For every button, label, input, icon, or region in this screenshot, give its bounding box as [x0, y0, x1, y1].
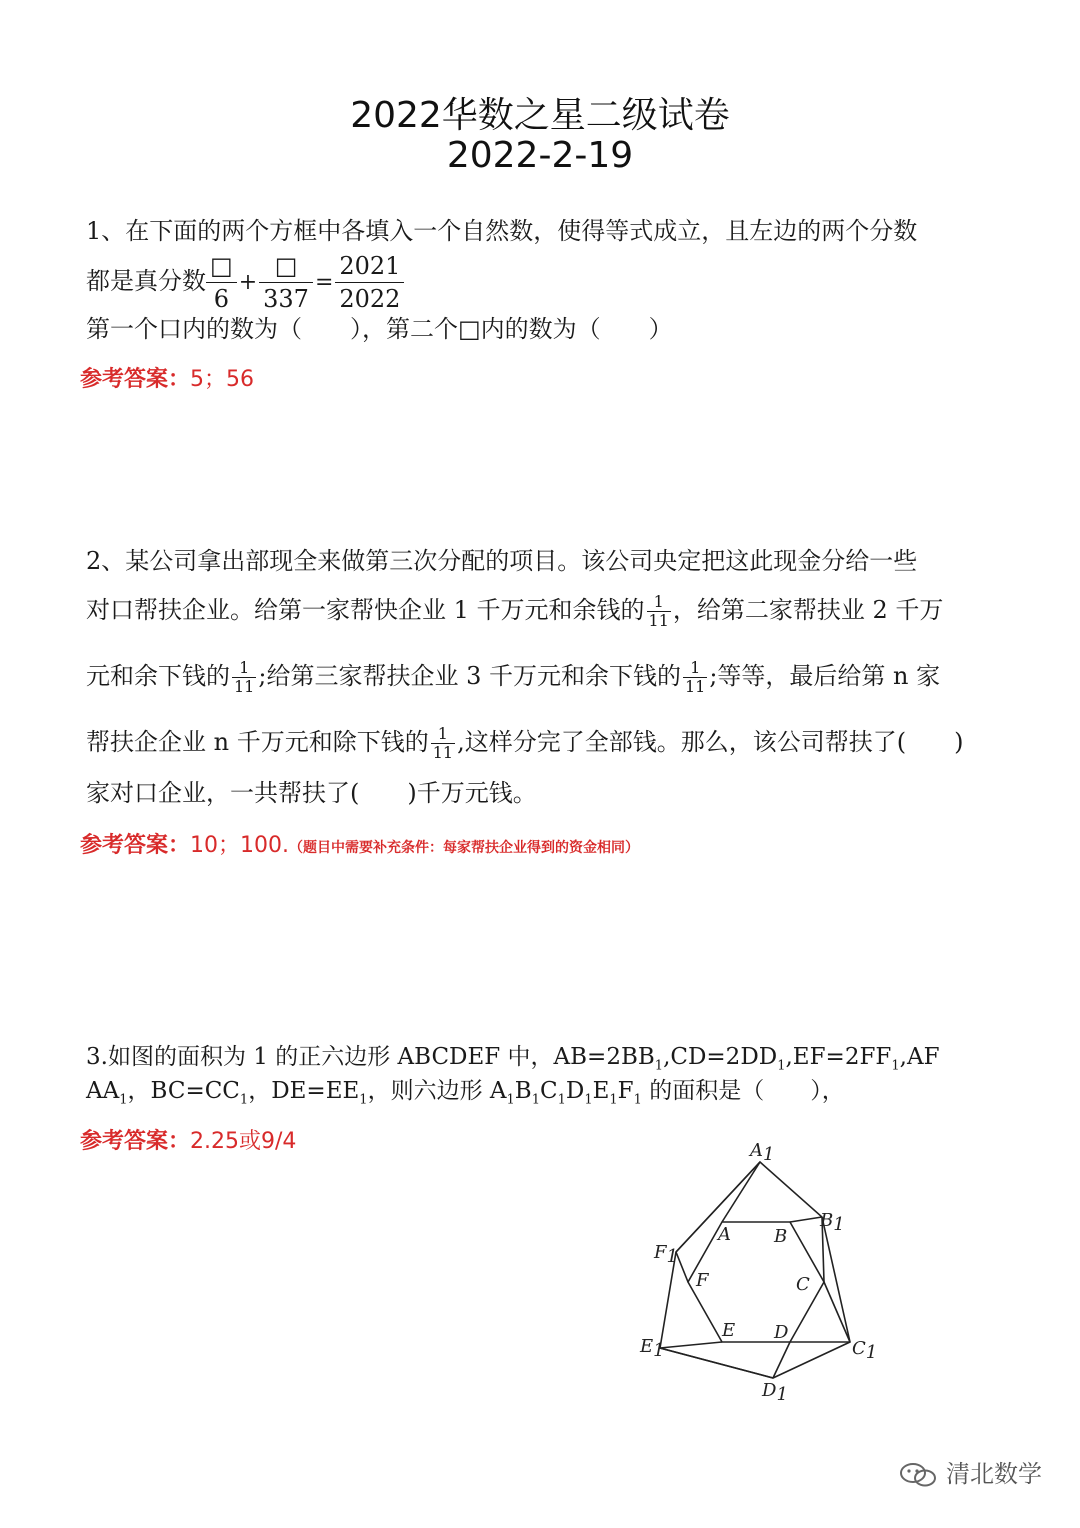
watermark-text: 清北数学: [946, 1460, 1042, 1488]
q3-answer-label: 参考答案：: [80, 1129, 191, 1154]
q2-frac1-num: 1: [647, 593, 671, 612]
q3-sub: 1: [891, 1058, 900, 1074]
q2-line1: 2、某公司拿出部现全来做第三次分配的项目。该公司央定把这此现金分给一些: [86, 547, 918, 575]
q3-sub: 1: [239, 1092, 249, 1108]
q2-fraction-4: [431, 725, 455, 762]
q2-frac4-den: 11: [432, 743, 454, 762]
line-b1-b: [790, 1217, 822, 1222]
q3-line2-a: AA: [86, 1078, 120, 1104]
q2-line2-text-b: ，给第二家帮扶业 2 千万: [672, 596, 944, 624]
q2-line4-text-a: 帮扶企企业 n 千万元和除下钱的: [86, 728, 429, 756]
q2-fraction-2: [232, 659, 256, 696]
q2-frac2-num: 1: [232, 659, 256, 678]
q1-rden: 2022: [339, 285, 401, 313]
q1-den-2: 337: [263, 285, 309, 313]
q2-answer-value: 10；100.: [190, 833, 289, 858]
label-d: D: [774, 1322, 789, 1343]
q3-line2-e: B: [514, 1078, 532, 1104]
q2-line4: [86, 716, 963, 768]
q3-sub: 1: [654, 1058, 664, 1074]
q1-prefix: 都是真分数: [86, 267, 206, 295]
q3-sub: 1: [531, 1092, 540, 1108]
q2-answer-label: 参考答案：: [80, 833, 191, 858]
label-a1: A1: [750, 1140, 775, 1165]
q1-den-1: 6: [213, 285, 229, 313]
q3-line2-d: ，则六边形 A: [367, 1078, 507, 1104]
label-a: A: [718, 1224, 731, 1245]
label-e: E: [722, 1320, 736, 1341]
wechat-icon: [898, 1461, 938, 1489]
q3-answer: [80, 1124, 296, 1155]
label-c: C: [796, 1274, 810, 1295]
watermark: [898, 1454, 1042, 1489]
label-c1: C1: [852, 1338, 878, 1363]
hexagon-figure: [620, 1130, 900, 1410]
q2-frac2-den: 11: [234, 677, 255, 696]
q2-line3-text-a: 元和余下钱的: [86, 662, 230, 690]
q3-line2-b: ，BC=CC: [127, 1078, 240, 1104]
q1-fraction-2: [259, 250, 313, 315]
line-e1-d1: [660, 1348, 773, 1378]
q2-line4-text-b: ,这样分完了全部钱。那么，该公司帮扶了( ): [457, 728, 964, 756]
q3-line1-b: ,CD=2DD: [663, 1044, 778, 1070]
q3-line2: [86, 1076, 845, 1116]
q1-box-2: □: [259, 250, 313, 283]
q3-sub: 1: [119, 1092, 128, 1108]
label-b: B: [774, 1226, 788, 1247]
q3-sub: 1: [777, 1058, 786, 1074]
q3-sub: 1: [633, 1092, 642, 1108]
q1-fraction-right: [335, 250, 404, 315]
line-a1-a: [722, 1162, 760, 1222]
q2-frac3-num: 1: [683, 659, 707, 678]
q3-answer-value: 2.25或9/4: [190, 1129, 297, 1154]
q3-line2-f: C: [539, 1078, 558, 1104]
q2-line2: [86, 584, 943, 636]
q2-frac4-num: 1: [431, 725, 455, 744]
q3-sub: 1: [609, 1092, 618, 1108]
q1-rnum: 2021: [335, 250, 404, 283]
q1-answer: [80, 362, 254, 393]
q3-line2-h: E: [592, 1078, 610, 1104]
q1-line1: 1、在下面的两个方框中各填入一个自然数，使得等式成立，且左边的两个分数: [86, 217, 918, 245]
q2-frac3-den: 11: [684, 677, 706, 696]
q2-fraction-3: [683, 659, 707, 696]
q2-frac1-den: 11: [648, 611, 669, 630]
q3-line1-a: 3.如图的面积为 1 的正六边形 ABCDEF 中，AB=2BB: [86, 1044, 655, 1070]
label-d1: D1: [762, 1380, 788, 1405]
q2-line5: 家对口企业，一共帮扶了( )千万元钱。: [86, 779, 537, 807]
q1-line3: 第一个口内的数为（ ），第二个□内的数为（ ）: [86, 315, 673, 343]
q2-line2-text-a: 对口帮扶企业。给第一家帮快企业 1 千万元和余钱的: [86, 596, 645, 624]
q3-line2-g: D: [565, 1078, 585, 1104]
q3-line1-c: ,EF=2FF: [785, 1044, 892, 1070]
q1-plus: +: [238, 269, 258, 295]
label-f: F: [696, 1270, 709, 1291]
q1-answer-value: 5；56: [190, 367, 255, 392]
q2-line3-text-b: ;给第三家帮扶企业 3 千万元和余下钱的: [258, 662, 681, 690]
q1-box-1: □: [206, 250, 237, 283]
q1-answer-label: 参考答案：: [80, 367, 191, 392]
line-c1-c: [824, 1282, 850, 1342]
label-b1: B1: [820, 1210, 845, 1235]
q1-fraction-1: [206, 250, 237, 315]
q3-line2-i: F: [617, 1078, 634, 1104]
line-e1-e: [660, 1342, 722, 1348]
q1-equals: =: [314, 269, 334, 295]
q3-line2-c: ，DE=EE: [248, 1078, 360, 1104]
q2-line3: [86, 650, 940, 702]
q3-line2-j: 的面积是（ ），: [641, 1078, 845, 1104]
q1-equation: [86, 246, 404, 318]
q3-sub: 1: [506, 1092, 515, 1108]
q2-answer-note: （题目中需要补充条件：每家帮扶企业得到的资金相同）: [289, 840, 639, 856]
q2-fraction-1: [647, 593, 671, 630]
q3-sub: 1: [557, 1092, 566, 1108]
line-d1-d: [773, 1342, 790, 1378]
q3-sub: 1: [359, 1092, 368, 1108]
page-title: 2022华数之星二级试卷: [350, 95, 730, 136]
q3-sub: 1: [584, 1092, 593, 1108]
q2-line3-text-c: ;等等，最后给第 n 家: [709, 662, 941, 690]
q3-line1-d: ,AF: [899, 1044, 940, 1070]
label-f1: F1: [654, 1242, 678, 1267]
q2-answer: [80, 828, 639, 859]
label-e1: E1: [640, 1336, 665, 1361]
exam-date: 2022-2-19: [446, 135, 634, 176]
